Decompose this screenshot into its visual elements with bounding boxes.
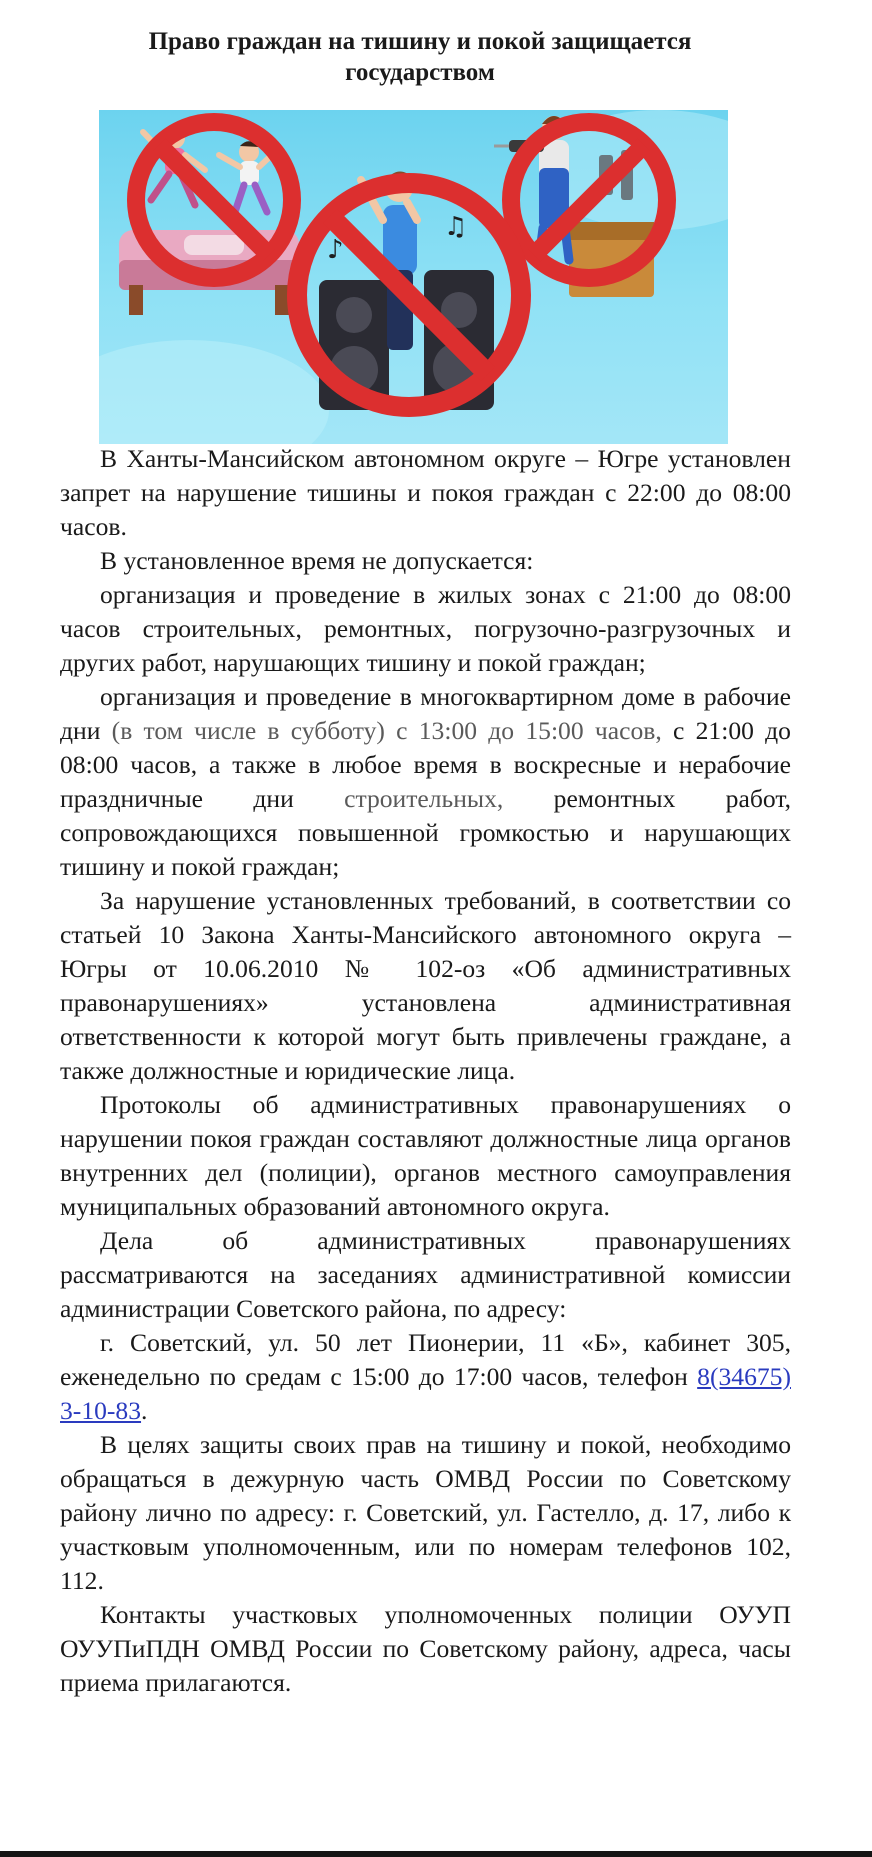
bottom-border xyxy=(0,1851,872,1857)
paragraph-address: г. Советский, ул. 50 лет Пионерии, 11 «Б», кабинет 305, еженедельно по средам с 15:00 до 17:00 часов, телефон 8(34675) 3-10-83. xyxy=(60,1328,791,1425)
paragraph-residential-works: организация и проведение в жилых зонах с 21:00 до 08:00 часов строительных, ремонтных, погрузочно-разгрузочных и других работ, нарушающих тишину и покой граждан; xyxy=(60,580,791,677)
paragraph-commission: Дела об административных правонарушениях рассматриваются на заседаниях административной комиссии администрации Советского района, по адресу: xyxy=(60,1226,791,1323)
no-noise-prohibition-signs-icon xyxy=(99,110,728,444)
no-noise-illustration xyxy=(99,110,728,444)
svg-text:♪: ♪ xyxy=(327,235,344,265)
svg-text:♫: ♫ xyxy=(444,212,468,242)
paragraph-protocols: Протоколы об административных правонарушениях о нарушении покоя граждан составляют должностные лица органов внутренних дел (полиции), органов местного самоуправления муниципальных образований автономного округа. xyxy=(60,1090,791,1221)
document-body xyxy=(60,442,791,1700)
paragraph-contact-police: В целях защиты своих прав на тишину и покой, необходимо обращаться в дежурную часть ОМВД России по Советскому району лично по адресу: г. Советский, ул. Гастелло, д. 17, либо к участковым уполномоченным, или по номерам телефонов 102, 112. xyxy=(60,1430,791,1595)
paragraph-prohibited-intro: В установленное время не допускается: xyxy=(100,546,534,575)
paragraph-contacts-attached: Контакты участковых уполномоченных полиции ОУУП ОУУПиПДН ОМВД России по Советскому району, адреса, часы приема прилагаются. xyxy=(60,1600,791,1697)
phone-link[interactable]: 8(34675) 3-10-83 xyxy=(60,1362,791,1425)
paragraph-liability: За нарушение установленных требований, в соответствии со статьей 10 Закона Ханты-Мансийского автономного округа – Югры от 10.06.2010 № 102-оз «Об административных правонарушениях» установлена административная ответственности к которой могут быть привлечены граждане, а также должностные и юридические лица. xyxy=(60,886,791,1085)
page-title: Право граждан на тишину и покой защищается государством xyxy=(148,28,692,86)
paragraph-curfew: В Ханты-Мансийском автономном округе – Югре установлен запрет на нарушение тишины и покоя граждан с 22:00 до 08:00 часов. xyxy=(60,444,791,541)
paragraph-apartment-works: организация и проведение в многоквартирном доме в рабочие дни (в том числе в субботу) с 13:00 до 15:00 часов, с 21:00 до 08:00 часов, а также в любое время в воскресные и нерабочие праздничные дни строительных, ремонтных работ, сопровождающихся повышенной громкостью и нарушающих тишину и покой граждан; xyxy=(60,682,791,881)
